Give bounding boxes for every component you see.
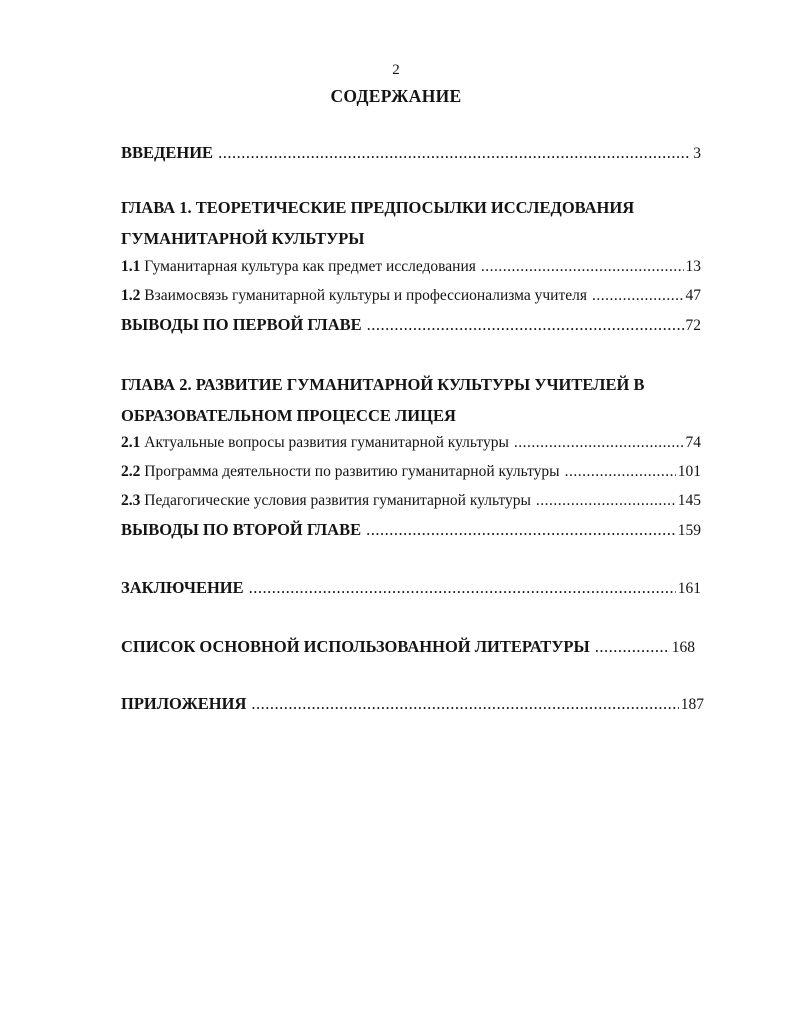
toc-page-number: 168 [671, 639, 695, 656]
section-number: 1.1 [121, 258, 141, 275]
section-number: 1.2 [121, 287, 141, 304]
toc-section-2-3 [121, 492, 701, 510]
chapter-1-heading-line-1: ГЛАВА 1. ТЕОРЕТИЧЕСКИЕ ПРЕДПОСЫЛКИ ИССЛЕДОВАНИЯ [121, 198, 635, 217]
section-number: 2.1 [121, 434, 141, 451]
dot-leader [367, 315, 684, 335]
toc-bibliography [121, 637, 695, 657]
dot-leader [514, 434, 684, 452]
toc-page-number: 72 [685, 317, 701, 334]
section-number: 2.2 [121, 463, 141, 480]
toc-entry-section [121, 492, 701, 510]
section-title: Педагогические условия развития гуманитарной культуры [144, 492, 531, 509]
dot-leader [218, 143, 691, 163]
toc-conclusion-2 [121, 520, 701, 540]
section-title: Взаимосвязь гуманитарной культуры и профессионализма учителя [144, 287, 587, 304]
chapter-1-heading-line-2: ГУМАНИТАРНОЙ КУЛЬТУРЫ [121, 229, 365, 248]
dot-leader [481, 258, 684, 276]
dot-leader [536, 492, 676, 510]
toc-entry-section [121, 463, 701, 481]
toc-entry-label: ВЫВОДЫ ПО ПЕРВОЙ ГЛАВЕ [121, 315, 362, 334]
toc-entry-label: ЗАКЛЮЧЕНИЕ [121, 578, 244, 597]
toc-section-2-2 [121, 463, 701, 481]
toc-page-number: 161 [677, 580, 701, 597]
toc-page-number: 13 [685, 258, 701, 275]
toc-entry-conclusion [121, 315, 701, 335]
section-title: Актуальные вопросы развития гуманитарной культуры [144, 434, 509, 451]
chapter-2-heading-line-2: ОБРАЗОВАТЕЛЬНОМ ПРОЦЕССЕ ЛИЦЕЯ [121, 406, 456, 425]
toc-entry-closing [121, 578, 701, 598]
toc-appendices [121, 694, 704, 714]
section-title: Программа деятельности по развитию гуманитарной культуры [144, 463, 560, 480]
dot-leader [565, 463, 676, 481]
chapter-2-heading-line-1: ГЛАВА 2. РАЗВИТИЕ ГУМАНИТАРНОЙ КУЛЬТУРЫ УЧИТЕЛЕЙ В [121, 375, 645, 394]
toc-page-number: 187 [680, 696, 704, 713]
toc-section-1-1 [121, 258, 701, 276]
dot-leader [595, 637, 670, 657]
toc-entry-label [121, 258, 476, 276]
toc-entry-section [121, 434, 701, 452]
dot-leader [251, 694, 678, 714]
toc-entry-label: ВЫВОДЫ ПО ВТОРОЙ ГЛАВЕ [121, 520, 362, 539]
toc-entry-section [121, 287, 701, 305]
toc-entry-bibliography [121, 637, 695, 657]
page-number: 2 [392, 62, 400, 78]
toc-chapter-1 [121, 192, 701, 254]
toc-entry-intro [121, 143, 701, 163]
toc-page-number: 3 [693, 145, 701, 162]
section-title: Гуманитарная культура как предмет исследования [144, 258, 476, 275]
dot-leader [366, 520, 676, 540]
dot-leader [592, 287, 684, 305]
toc-section-1-2 [121, 287, 701, 305]
toc-page-number: 101 [677, 463, 701, 480]
toc-entry-section [121, 258, 701, 276]
toc-entry-label [121, 492, 531, 510]
toc-page-number: 159 [677, 522, 701, 539]
toc-chapter-2 [121, 369, 701, 431]
toc-entry-label: ВВЕДЕНИЕ [121, 143, 214, 162]
section-number: 2.3 [121, 492, 141, 509]
toc-entry-label [121, 463, 560, 481]
toc-entry-label: ПРИЛОЖЕНИЯ [121, 694, 247, 713]
toc-entry-label: СПИСОК ОСНОВНОЙ ИСПОЛЬЗОВАННОЙ ЛИТЕРАТУРЫ [121, 637, 590, 656]
toc-page-number: 47 [685, 287, 701, 304]
page-title: СОДЕРЖАНИЕ [330, 86, 462, 106]
toc-intro [121, 143, 701, 163]
toc-entry-label [121, 434, 509, 452]
toc-entry-conclusion [121, 520, 701, 540]
toc-section-2-1 [121, 434, 701, 452]
toc-entry-label [121, 287, 587, 305]
toc-page-number: 145 [677, 492, 701, 509]
toc-entry-appendices [121, 694, 704, 714]
dot-leader [249, 578, 676, 598]
toc-conclusion-1 [121, 315, 701, 335]
toc-closing [121, 578, 701, 598]
toc-page-number: 74 [685, 434, 701, 451]
